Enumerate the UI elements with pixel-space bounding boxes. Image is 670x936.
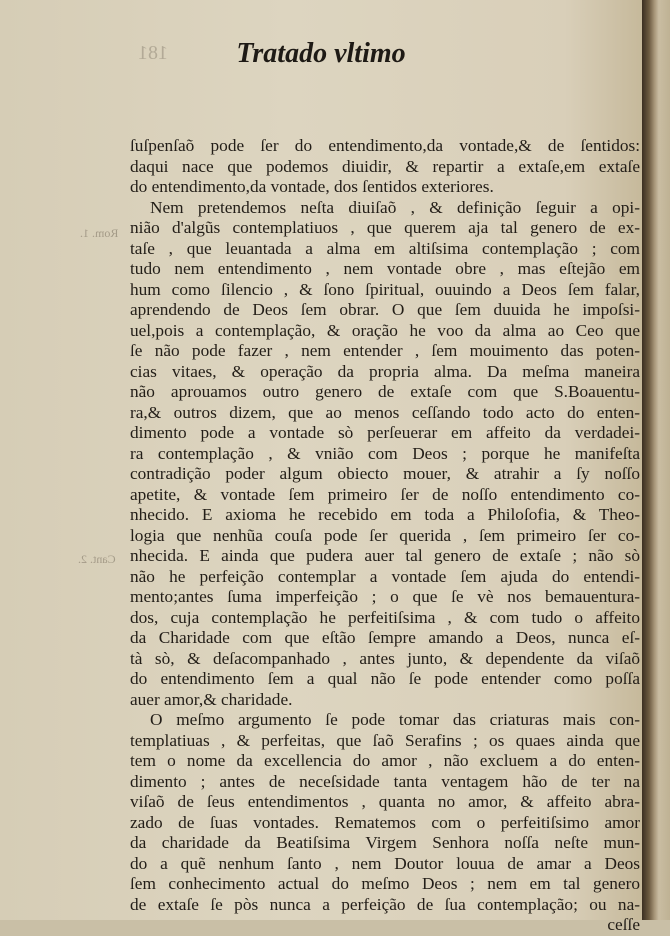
bleed-through-page-number: 181 bbox=[138, 42, 168, 64]
text-line: templatiuas , & perfeitas, que ſaõ Serafins ; os quaes ainda que bbox=[130, 730, 640, 750]
text-line: aprendendo de Deos ſem obrar. O que ſem duuida he impoſsi- bbox=[130, 300, 640, 319]
text-line: cias vitaes, & operação da propria alma. Da meſma maneira bbox=[130, 361, 640, 381]
text-line: tà sò, & deſacompanhado , antes junto, & dependente da viſaõ bbox=[130, 648, 640, 668]
running-title: Tratado vltimo bbox=[236, 38, 406, 69]
book-binding-edge bbox=[642, 0, 670, 920]
text-line: contradição poder algum obiecto mouer, & atrahir a ſy noſſo bbox=[130, 464, 640, 483]
text-line: não he perfeição contemplar a vontade ſem ajuda do entendi- bbox=[130, 566, 640, 586]
text-line: zado de ſuas vontades. Rematemos com o perfeitiſsimo amor bbox=[130, 812, 640, 832]
text-line: ra contemplação , & vnião com Deos ; porque he manifeſta bbox=[130, 443, 640, 463]
text-line: do a quẽ nenhum ſanto , nem Doutor louua de amar a Deos bbox=[130, 853, 640, 873]
text-line: dos, cuja contemplação he perfeitiſsima , & com tudo o affeito bbox=[130, 607, 640, 627]
text-line: ſe não pode fazer , nem entender , ſem mouimento das poten- bbox=[130, 341, 640, 360]
text-line: ſuſpenſaõ pode ſer do entendimento,da vontade,& de ſentidos: bbox=[130, 136, 640, 155]
text-line: nhecida. E ainda que pudera auer tal genero de extaſe ; não sò bbox=[130, 546, 640, 565]
text-line: do entendimento,da vontade, dos ſentidos exteriores. bbox=[130, 177, 494, 196]
text-line: O meſmo argumento ſe pode tomar das criaturas mais con- bbox=[150, 710, 640, 729]
text-line: tudo nem entendimento , nem vontade obre , mas eſtejão em bbox=[130, 259, 640, 278]
text-line: da Charidade com que eſtão ſempre amando a Deos, nunca eſ- bbox=[130, 628, 640, 647]
text-line: viſaõ de ſeus entendimentos , quanta no amor, & affeito abra- bbox=[130, 792, 640, 811]
text-line: nhecido. E axioma he recebido em toda a Philoſofia, & Theo- bbox=[130, 505, 640, 524]
catchword: ceſſe bbox=[607, 915, 640, 934]
text-line: dimento ; antes de neceſsidade tanta ventagem hão de ter na bbox=[130, 771, 640, 791]
text-line: Nem pretendemos neſta diuiſaõ , & definição ſeguir a opi- bbox=[150, 197, 640, 217]
text-line: do entendimento ſem a qual não ſe pode entender como poſſa bbox=[130, 669, 640, 688]
text-line: taſe , que leuantada a alma em altiſsima contemplação ; com bbox=[130, 238, 640, 258]
body-text bbox=[130, 136, 640, 936]
text-line: da charidade da Beatiſsima Virgem Senhora noſſa neſte mun- bbox=[130, 833, 640, 852]
text-line: mento;antes ſuma imperfeição ; o que ſe vè nos bemauentura- bbox=[130, 587, 640, 606]
text-line: ſem conhecimento actual do meſmo Deos ; nem em tal genero bbox=[130, 874, 640, 893]
text-line: ra,& outros dizem, que ao menos ceſſando todo acto do enten- bbox=[130, 402, 640, 422]
text-line: tem o nome da excellencia do amor , não excluem a do enten- bbox=[130, 751, 640, 770]
text-line: dimento pode a vontade sò perſeuerar em affeito da verdadei- bbox=[130, 423, 640, 442]
margin-note: Cant. 2. bbox=[78, 552, 116, 566]
text-line: logia que nenhũa couſa pode ſer querida , ſem primeiro ſer co- bbox=[130, 525, 640, 545]
text-line: nião d'algũs contemplatiuos , que querem aja tal genero de ex- bbox=[130, 218, 640, 237]
text-line: de extaſe ſe pòs nunca a perfeição de ſua contemplação; ou na- bbox=[130, 894, 640, 914]
margin-note: Rom. 1. bbox=[80, 226, 119, 240]
text-line: uel,pois a contemplação, & oração he voo da alma ao Ceo que bbox=[130, 320, 640, 340]
text-line: não aprouamos outro genero de extaſe com que S.Boauentu- bbox=[130, 382, 640, 401]
text-line: auer amor,& charidade. bbox=[130, 689, 293, 709]
text-line: daqui nace que podemos diuidir, & repartir a extaſe,em extaſe bbox=[130, 156, 640, 176]
text-line: apetite, & vontade ſem primeiro ſer de noſſo entendimento co- bbox=[130, 484, 640, 504]
text-line: hum como ſilencio , & ſono ſpiritual, ouuindo a Deos ſem falar, bbox=[130, 279, 640, 299]
